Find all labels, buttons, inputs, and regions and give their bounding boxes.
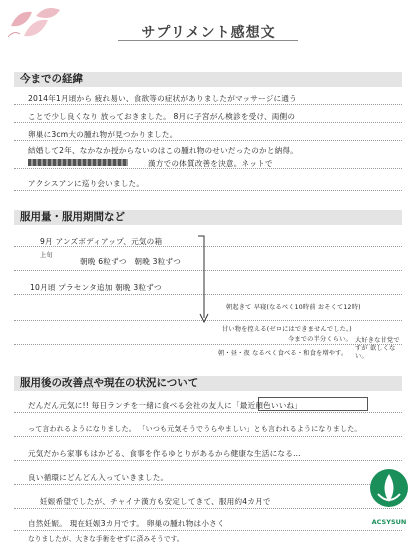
dosage-line: 大好きな甘党ですが 欲しくない。 (355, 337, 400, 360)
ruled-line (14, 484, 402, 485)
dosage-line: 朝・昼・夜 なるべく食べる・和食を増やす。 (218, 350, 348, 357)
history-line: アクシスアンに巡り会いました。 (28, 179, 145, 188)
title-underline (118, 40, 298, 41)
dosage-line: 甘い物を控える(ゼロにはできませんでした。) (222, 326, 352, 333)
dosage-line: 上旬 (40, 252, 53, 259)
dosage-line: 9月 アンズボディアップ、元気の箱 (40, 237, 163, 246)
acsysun-logo (368, 466, 410, 532)
section-dosage-header: 服用量・服用期間など (14, 210, 402, 225)
dosage-line: 今までの半分くらい。 (288, 336, 352, 343)
ruled-line (14, 122, 402, 123)
ruled-line (14, 508, 402, 509)
history-line: 2014年1月頃から 疲れ易い、食欲等の症状がありましたがマッサージに通う (28, 94, 297, 103)
acsysun-logo-icon (368, 466, 410, 518)
dosage-line: 朝晩 6粒ずつ 朝晩 3粒ずつ (80, 257, 182, 266)
result-line: なりましたが、大きな手術をせずに済みそうです。 (28, 535, 184, 543)
page-title: サプリメント感想文 (141, 25, 276, 41)
ruled-line (14, 412, 402, 413)
history-line: 卵巣に3cm大の腫れ物が見つかりました。 (28, 130, 178, 139)
history-line: 漢方での体質改善を決意。ネットで (148, 159, 273, 168)
ruled-line (14, 460, 402, 461)
ruled-line (14, 436, 402, 437)
dosage-line: 10月頃 プラセンタ追加 朝晩 3粒ずつ (30, 283, 162, 292)
ruled-line (14, 104, 402, 105)
ruled-line (14, 344, 402, 345)
result-line: 良い循環にどんどん入っていきました。 (28, 473, 169, 482)
logo-text: ACSYSUN (371, 518, 407, 526)
history-line: 結婚して2年、なかなか授からないのはこの腫れ物のせいだったのかと納得。 (28, 146, 299, 155)
result-line: 自然妊娠。 現在妊娠3カ月です。 卵巣の腫れ物は小さく (28, 519, 225, 528)
result-line: って言われるようになりました。 「いつも元気そうでうらやましい」とも言われるようになりました。 (28, 425, 362, 433)
section-result-header: 服用後の改善点や現在の状況について (14, 376, 402, 391)
result-line: だんだん元気に!! 毎日ランチを一緒に食べる会社の友人に「最近顔色いいね」 (28, 401, 303, 410)
result-line: 元気だから家事もはかどる、食事を作るゆとりがあるから健康な生活になる… (28, 449, 301, 458)
bracket-arrow (196, 234, 216, 326)
history-line: ことで少し良くなり 放っておきました。 8月に子宮がん検診を受け、両側の (28, 112, 296, 121)
section-history-header: 今までの経緯 (14, 72, 402, 87)
redacted-text (28, 159, 128, 166)
dosage-line: 朝起きて 早寝(なるべく10時前 おそくて12時) (226, 304, 361, 311)
ruled-line (14, 190, 402, 191)
ruled-line (14, 140, 402, 141)
ruled-line (14, 530, 402, 531)
result-line: 妊娠希望でしたが、チャイナ漢方も安定してきて、服用約4カ月で (40, 497, 271, 506)
